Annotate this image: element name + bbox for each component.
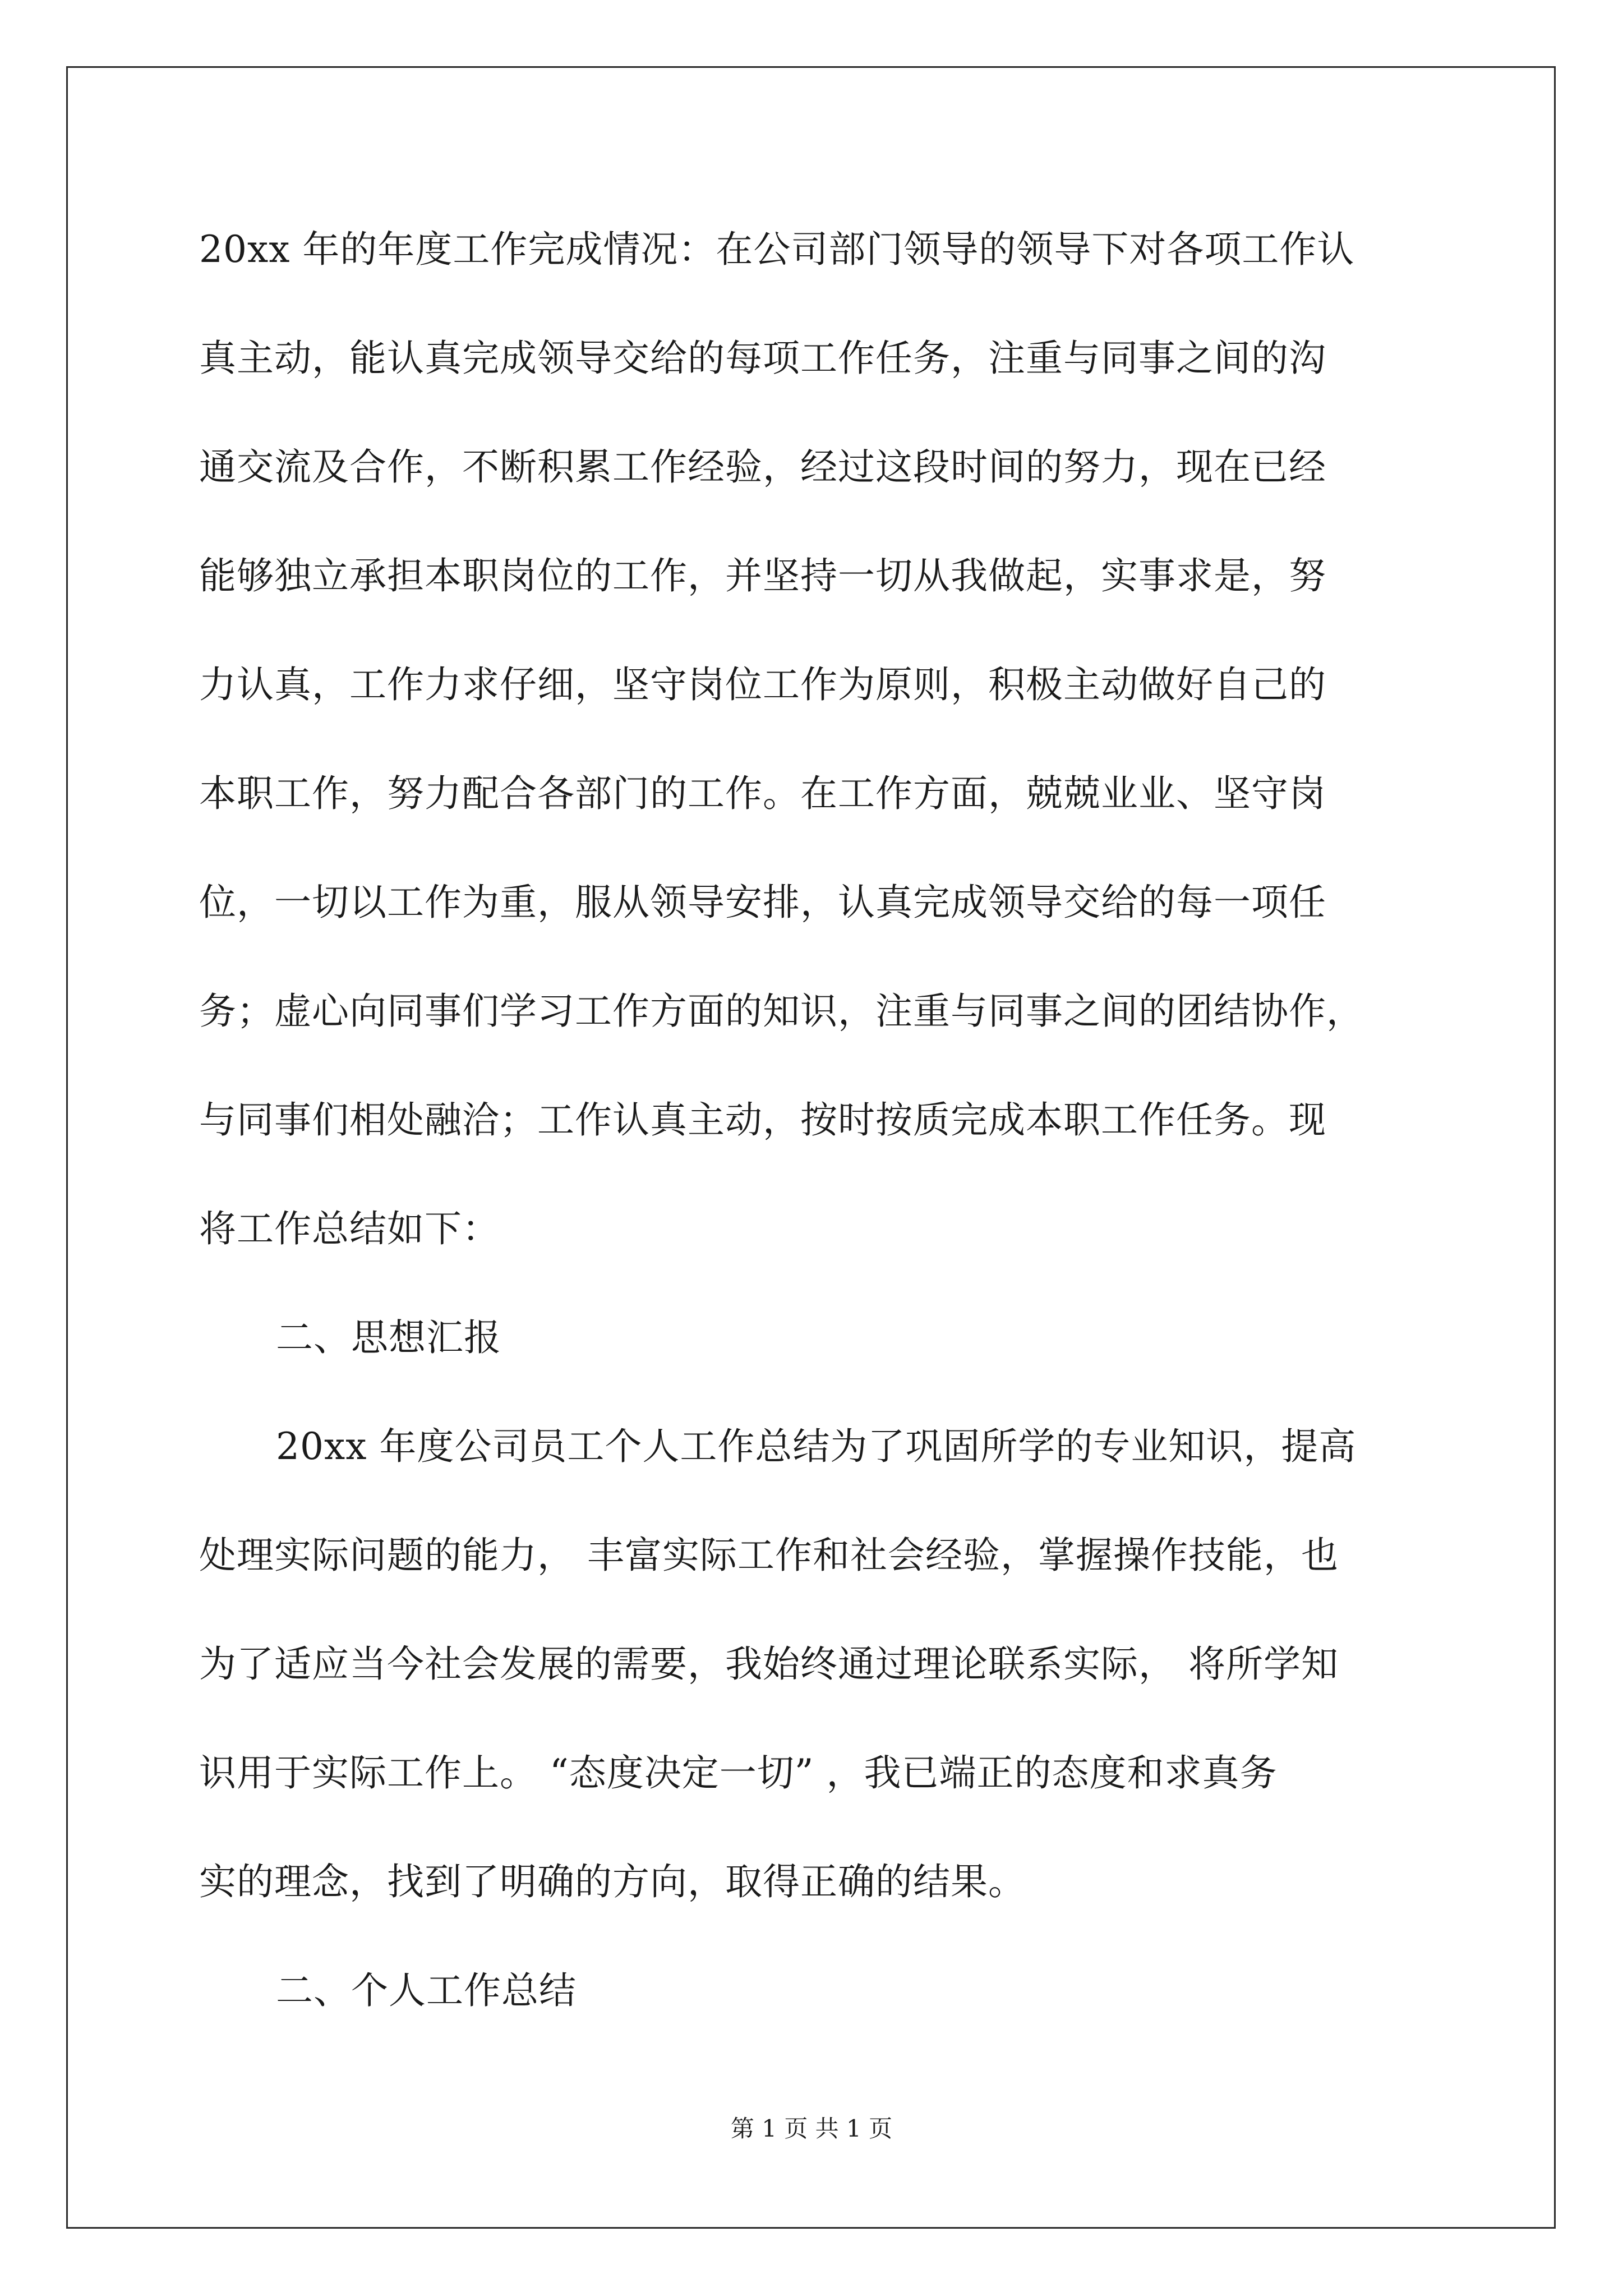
paragraph-line: 本职工作，努力配合各部门的工作。在工作方面，兢兢业业、坚守岗 <box>199 772 1326 815</box>
paragraph-line: 20xx 年的年度工作完成情况：在公司部门领导的领导下对各项工作认 <box>199 228 1355 271</box>
paragraph-line: 务；虚心向同事们学习工作方面的知识，注重与同事之间的团结协作， <box>199 990 1364 1033</box>
paragraph-line: 通交流及合作，不断积累工作经验，经过这段时间的努力，现在已经 <box>199 445 1326 489</box>
paragraph-line: 将工作总结如下： <box>199 1207 500 1250</box>
section-heading: 二、个人工作总结 <box>276 1969 577 2012</box>
paragraph-line: 识用于实际工作上。 “态度决定一切” ，我已端正的态度和求真务 <box>199 1751 1278 1795</box>
section-heading: 二、思想汇报 <box>276 1316 501 1359</box>
paragraph-line: 能够独立承担本职岗位的工作，并坚持一切从我做起，实事求是，努 <box>199 554 1326 597</box>
paragraph-line: 实的理念，找到了明确的方向，取得正确的结果。 <box>199 1860 1026 1903</box>
paragraph-line: 为了适应当今社会发展的需要，我始终通过理论联系实际， 将所学知 <box>199 1642 1339 1686</box>
paragraph-line: 真主动，能认真完成领导交给的每项工作任务，注重与同事之间的沟 <box>199 337 1326 380</box>
paragraph-line: 20xx 年度公司员工个人工作总结为了巩固所学的专业知识，提高 <box>276 1425 1357 1468</box>
paragraph-line: 处理实际问题的能力， 丰富实际工作和社会经验，掌握操作技能，也 <box>199 1534 1339 1577</box>
paragraph-line: 力认真，工作力求仔细，坚守岗位工作为原则，积极主动做好自己的 <box>199 663 1326 706</box>
page-footer: 第 1 页 共 1 页 <box>730 2115 893 2142</box>
paragraph-line: 与同事们相处融洽；工作认真主动，按时按质完成本职工作任务。现 <box>199 1098 1326 1142</box>
paragraph-line: 位，一切以工作为重，服从领导安排，认真完成领导交给的每一项任 <box>199 881 1326 924</box>
